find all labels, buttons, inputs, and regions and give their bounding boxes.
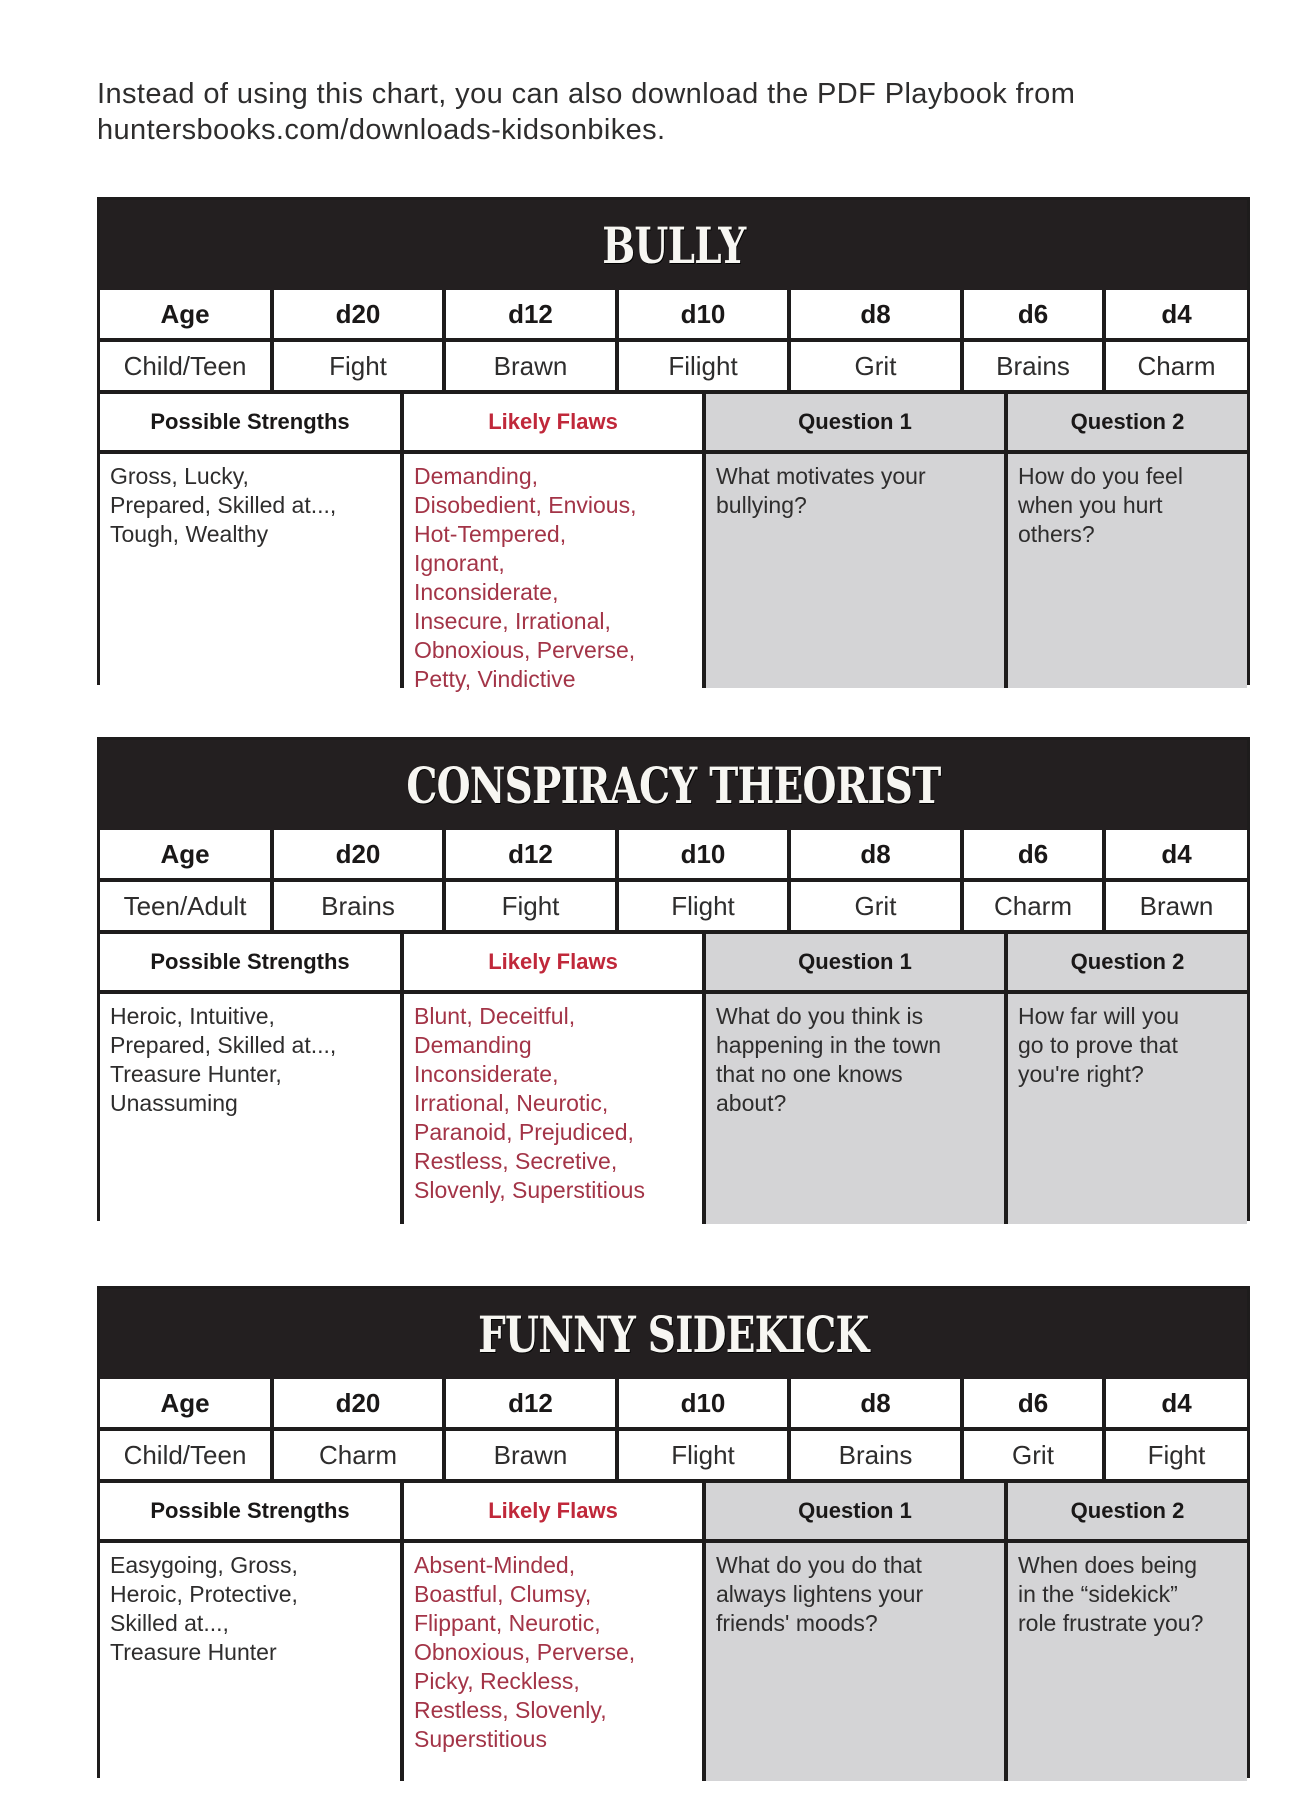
question-2-text [1008,454,1247,688]
text-line: What do you think is [716,1003,924,1029]
dice-header-d10: d10 [619,830,787,878]
dice-header-d10: d10 [619,290,787,338]
text-line: What do you do that [716,1552,922,1578]
text-line: Superstitious [414,1726,547,1752]
text-line: Restless, Secretive, [414,1148,618,1174]
dice-header-row [100,290,1247,342]
stat-d6: Brains [964,342,1102,390]
question-2-heading: Question 2 [1008,394,1247,450]
question-1-text [706,994,1004,1224]
text-line: about? [716,1090,787,1116]
dice-header-d4: d4 [1106,1379,1247,1427]
dice-header-d4: d4 [1106,290,1247,338]
text-line: Absent-Minded, [414,1552,576,1578]
text-line: How do you feel [1018,463,1183,489]
title-band [100,200,1247,290]
trope-card-conspiracy-theorist [97,737,1250,1221]
dice-header-d8: d8 [791,1379,960,1427]
question-2-heading: Question 2 [1008,1483,1247,1539]
text-line: Tough, Wealthy [110,521,269,547]
stat-d20: Charm [274,1431,442,1479]
stat-d12: Brawn [446,342,615,390]
strengths-heading: Possible Strengths [100,1483,400,1539]
stat-d10: Flight [619,1431,787,1479]
trope-card-funny-sidekick [97,1286,1250,1778]
trope-title: CONSPIRACY THEORIST [406,755,941,815]
text-line: Heroic, Intuitive, [110,1003,275,1029]
stat-d20: Brains [274,882,442,930]
strengths-column [100,394,400,688]
dice-header-d10: d10 [619,1379,787,1427]
flaws-list [404,454,702,692]
question-1-heading: Question 1 [706,1483,1004,1539]
text-line: Slovenly, Superstitious [414,1177,645,1203]
text-line: that no one knows [716,1061,903,1087]
stat-d10: Filight [619,342,787,390]
stat-d6: Charm [964,882,1102,930]
dice-header-d8: d8 [791,830,960,878]
flaws-heading: Likely Flaws [404,934,702,990]
flaws-column [404,394,702,692]
stats-row [100,1431,1247,1483]
intro-link-text: huntersbooks.com/downloads-kidsonbikes. [97,114,666,146]
text-line: How far will you [1018,1003,1180,1029]
details-grid [100,934,1247,1224]
text-line: when you hurt [1018,492,1163,518]
stat-d20: Fight [274,342,442,390]
text-line: Boastful, Clumsy, [414,1581,592,1607]
question-2-column [1008,394,1247,688]
text-line: friends' moods? [716,1610,878,1636]
text-line: Restless, Slovenly, [414,1697,607,1723]
strengths-heading: Possible Strengths [100,394,400,450]
text-line: Irrational, Neurotic, [414,1090,609,1116]
dice-header-d12: d12 [446,290,615,338]
flaws-heading: Likely Flaws [404,394,702,450]
text-line: When does being [1018,1552,1198,1578]
question-1-heading: Question 1 [706,934,1004,990]
text-line: Disobedient, Envious, [414,492,637,518]
stat-d4: Fight [1106,1431,1247,1479]
dice-header-d20: d20 [274,830,442,878]
text-line: Treasure Hunter, [110,1061,282,1087]
text-line: Petty, Vindictive [414,666,576,692]
question-1-column [706,934,1004,1224]
dice-header-d8: d8 [791,290,960,338]
text-line: Hot-Tempered, [414,521,567,547]
strengths-list [100,1543,400,1781]
age-header: Age [100,290,270,338]
text-line: happening in the town [716,1032,942,1058]
question-1-column [706,1483,1004,1781]
text-line: Inconsiderate, [414,579,559,605]
stat-d10: Flight [619,882,787,930]
flaws-list [404,994,702,1224]
question-1-heading: Question 1 [706,394,1004,450]
flaws-heading: Likely Flaws [404,1483,702,1539]
dice-header-d20: d20 [274,290,442,338]
question-2-heading: Question 2 [1008,934,1247,990]
details-grid [100,1483,1247,1781]
stat-d4: Brawn [1106,882,1247,930]
dice-header-d20: d20 [274,1379,442,1427]
age-value: Child/Teen [100,1431,270,1479]
question-2-text [1008,1543,1247,1781]
text-line: bullying? [716,492,807,518]
trope-title: BULLY [601,215,746,275]
intro-text [97,76,1247,148]
flaws-column [404,1483,702,1781]
stat-d12: Fight [446,882,615,930]
flaws-column [404,934,702,1224]
text-line: What motivates your [716,463,926,489]
text-line: Unassuming [110,1090,238,1116]
text-line: Prepared, Skilled at..., [110,492,337,518]
text-line: Flippant, Neurotic, [414,1610,601,1636]
text-line: you're right? [1018,1061,1144,1087]
dice-header-d6: d6 [964,830,1102,878]
strengths-column [100,934,400,1224]
stat-d8: Grit [791,882,960,930]
flaws-list [404,1543,702,1781]
text-line: go to prove that [1018,1032,1178,1058]
title-band [100,1289,1247,1379]
text-line: Gross, Lucky, [110,463,249,489]
dice-header-d12: d12 [446,1379,615,1427]
dice-header-row [100,1379,1247,1431]
stats-row [100,882,1247,934]
text-line: Obnoxious, Perverse, [414,637,636,663]
text-line: Easygoing, Gross, [110,1552,298,1578]
text-line: Obnoxious, Perverse, [414,1639,636,1665]
text-line: Blunt, Deceitful, [414,1003,576,1029]
text-line: Picky, Reckless, [414,1668,580,1694]
trope-title: FUNNY SIDEKICK [478,1304,869,1364]
intro-line-1: Instead of using this chart, you can also download the PDF Playbook from [97,78,1076,110]
text-line: Demanding [414,1032,532,1058]
text-line: Heroic, Protective, [110,1581,298,1607]
text-line: Treasure Hunter [110,1639,277,1665]
text-line: Ignorant, [414,550,505,576]
age-header: Age [100,830,270,878]
dice-header-d4: d4 [1106,830,1247,878]
stat-d12: Brawn [446,1431,615,1479]
text-line: Insecure, Irrational, [414,608,611,634]
stats-row [100,342,1247,394]
strengths-heading: Possible Strengths [100,934,400,990]
dice-header-row [100,830,1247,882]
stat-d4: Charm [1106,342,1247,390]
dice-header-d6: d6 [964,290,1102,338]
strengths-column [100,1483,400,1781]
text-line: always lightens your [716,1581,924,1607]
dice-header-d12: d12 [446,830,615,878]
text-line: others? [1018,521,1095,547]
dice-header-d6: d6 [964,1379,1102,1427]
age-header: Age [100,1379,270,1427]
text-line: Inconsiderate, [414,1061,559,1087]
question-1-column [706,394,1004,688]
text-line: Skilled at..., [110,1610,229,1636]
stat-d6: Grit [964,1431,1102,1479]
text-line: Demanding, [414,463,539,489]
stat-d8: Brains [791,1431,960,1479]
strengths-list [100,994,400,1224]
strengths-list [100,454,400,688]
details-grid [100,394,1247,692]
age-value: Teen/Adult [100,882,270,930]
title-band [100,740,1247,830]
question-1-text [706,454,1004,688]
text-line: Prepared, Skilled at..., [110,1032,337,1058]
question-1-text [706,1543,1004,1781]
question-2-column [1008,934,1247,1224]
text-line: role frustrate you? [1018,1610,1204,1636]
stat-d8: Grit [791,342,960,390]
text-line: Paranoid, Prejudiced, [414,1119,634,1145]
question-2-text [1008,994,1247,1224]
question-2-column [1008,1483,1247,1781]
trope-card-bully [97,197,1250,692]
age-value: Child/Teen [100,342,270,390]
text-line: in the “sidekick” [1018,1581,1178,1607]
